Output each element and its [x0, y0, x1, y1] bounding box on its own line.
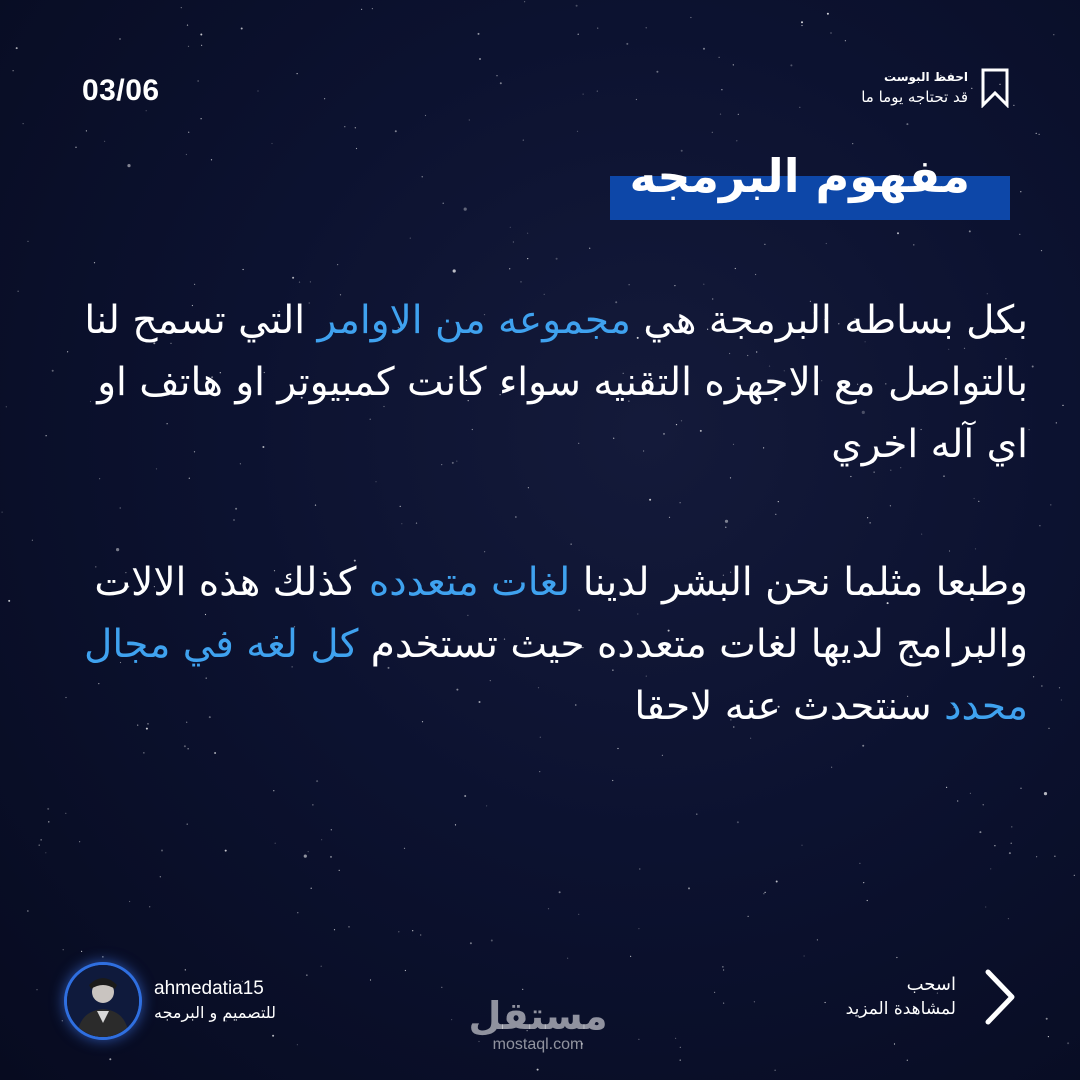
star	[201, 45, 202, 46]
star	[1, 511, 2, 512]
star	[146, 110, 147, 111]
star	[297, 1044, 298, 1045]
star	[639, 868, 640, 869]
star	[321, 966, 322, 967]
star	[576, 5, 578, 7]
star	[850, 476, 851, 477]
star	[1059, 687, 1060, 688]
star	[160, 876, 161, 877]
star	[416, 523, 417, 524]
author-handle: ahmedatia15	[154, 978, 264, 999]
star	[907, 1060, 908, 1061]
star	[703, 284, 704, 285]
star	[339, 870, 340, 871]
star	[451, 1019, 452, 1020]
star	[161, 850, 163, 852]
star	[763, 893, 764, 894]
star	[703, 48, 705, 50]
paragraph-2-highlight-b: كل لغه في مجال محدد	[84, 622, 1028, 729]
star	[510, 227, 511, 228]
star	[420, 934, 421, 935]
star	[198, 80, 199, 81]
star	[370, 979, 371, 980]
star	[306, 975, 307, 976]
star	[188, 748, 189, 749]
star	[737, 821, 739, 823]
star	[1036, 856, 1037, 857]
star	[355, 127, 356, 128]
star	[688, 887, 690, 889]
bookmark-icon	[980, 68, 1010, 108]
star	[119, 38, 120, 39]
star	[524, 1, 525, 2]
star	[1020, 788, 1021, 789]
paragraph-1-highlight: مجموعه من الاوامر	[317, 298, 631, 343]
author-role: للتصميم و البرمجه	[154, 1003, 276, 1022]
star	[214, 752, 216, 754]
star	[845, 40, 846, 41]
star	[344, 126, 345, 127]
star	[81, 951, 82, 952]
star	[567, 958, 568, 959]
star	[400, 506, 401, 507]
star	[617, 748, 618, 749]
star	[680, 1060, 681, 1061]
star	[500, 82, 502, 84]
star	[696, 814, 697, 815]
star	[723, 1003, 724, 1004]
star	[523, 140, 524, 141]
star	[201, 118, 202, 119]
star	[583, 94, 584, 95]
star	[725, 520, 728, 523]
star	[730, 477, 731, 478]
star	[348, 926, 349, 927]
watermark-arabic: مستقل	[468, 994, 608, 1038]
star	[334, 929, 335, 930]
star	[638, 928, 639, 929]
star	[1053, 34, 1054, 35]
star	[273, 790, 274, 791]
star	[537, 1069, 539, 1071]
star	[39, 845, 40, 846]
star	[571, 544, 572, 545]
star	[304, 855, 307, 858]
star	[315, 505, 316, 506]
star	[16, 47, 18, 49]
star	[1036, 133, 1037, 134]
star	[990, 868, 991, 869]
star	[1041, 250, 1042, 251]
star	[970, 793, 971, 794]
star	[8, 600, 10, 602]
star	[65, 697, 66, 698]
star	[1062, 405, 1063, 406]
star	[817, 939, 818, 940]
star	[425, 115, 426, 116]
star	[804, 955, 805, 956]
star	[356, 148, 357, 149]
star	[985, 906, 986, 907]
star	[455, 824, 456, 825]
star	[453, 269, 456, 272]
star	[646, 27, 647, 28]
star	[578, 914, 579, 915]
star	[522, 989, 523, 990]
star	[143, 752, 144, 753]
star	[27, 241, 28, 242]
star	[412, 930, 413, 931]
star	[65, 813, 66, 814]
star	[181, 7, 182, 8]
star	[1046, 1018, 1048, 1020]
star	[712, 132, 713, 133]
star	[13, 70, 14, 71]
star	[1039, 525, 1040, 526]
star	[913, 244, 914, 245]
star	[906, 123, 908, 125]
star	[1048, 1036, 1049, 1037]
star	[733, 64, 734, 65]
star	[109, 1058, 111, 1060]
star	[310, 281, 311, 282]
star	[826, 243, 827, 244]
star	[725, 527, 726, 528]
star	[669, 517, 670, 518]
person-icon	[67, 965, 139, 1037]
star	[469, 119, 470, 120]
star	[528, 487, 529, 488]
star	[738, 114, 739, 115]
star	[662, 755, 663, 756]
star	[188, 46, 189, 47]
star	[723, 969, 724, 970]
star	[1013, 105, 1014, 106]
star	[597, 28, 598, 29]
swipe-hint[interactable]	[846, 968, 1018, 1026]
star	[801, 25, 802, 26]
star	[509, 268, 510, 269]
star	[680, 502, 681, 503]
star	[680, 1047, 681, 1048]
star	[422, 176, 423, 177]
star	[48, 821, 49, 822]
star	[638, 1039, 639, 1040]
star	[79, 841, 80, 842]
star	[184, 745, 186, 747]
star	[478, 33, 480, 35]
star	[735, 268, 736, 269]
star	[1039, 134, 1040, 135]
star	[45, 852, 46, 853]
star	[496, 75, 497, 76]
star	[690, 17, 691, 18]
star	[1044, 792, 1047, 795]
chevron-right-icon[interactable]	[982, 968, 1018, 1026]
star	[1074, 875, 1075, 876]
star	[674, 285, 675, 286]
star	[748, 916, 749, 917]
star	[863, 882, 864, 883]
star	[312, 804, 313, 805]
star	[974, 498, 975, 499]
star	[149, 906, 150, 907]
star	[629, 284, 630, 285]
star	[630, 956, 631, 957]
star	[612, 780, 613, 781]
star	[235, 508, 237, 510]
star	[513, 241, 514, 242]
star	[790, 64, 792, 66]
save-subtitle: قد تحتاجه يوما ما	[861, 88, 968, 106]
star	[99, 478, 100, 479]
star	[405, 970, 406, 971]
star	[233, 519, 234, 520]
star	[47, 808, 49, 810]
star	[36, 989, 37, 990]
star	[649, 499, 651, 501]
star	[1020, 191, 1021, 192]
star	[559, 891, 561, 893]
star	[200, 34, 202, 36]
star	[983, 804, 984, 805]
star	[470, 942, 472, 944]
star	[946, 787, 947, 788]
star	[62, 1020, 63, 1021]
star	[1008, 918, 1009, 919]
star	[410, 238, 411, 239]
star	[1033, 676, 1034, 677]
star	[957, 800, 958, 801]
star	[765, 892, 766, 893]
star	[978, 501, 979, 502]
star	[486, 805, 487, 806]
paragraph-2-highlight-a: لغات متعدده	[368, 560, 571, 605]
star	[1009, 852, 1011, 854]
page-number: 03/06	[82, 74, 160, 107]
star	[578, 34, 579, 35]
star	[825, 1002, 826, 1003]
save-title: احفظ البوست	[884, 70, 968, 84]
star	[316, 780, 318, 782]
star	[890, 505, 891, 506]
star	[870, 522, 871, 523]
star	[1019, 234, 1020, 235]
star	[275, 843, 276, 844]
star	[297, 912, 298, 913]
star	[443, 203, 444, 204]
star	[722, 966, 723, 967]
star	[527, 233, 528, 234]
star	[330, 856, 332, 858]
star	[527, 258, 528, 259]
star	[321, 839, 322, 840]
star	[799, 107, 800, 108]
star	[867, 900, 868, 901]
star	[994, 845, 995, 846]
swipe-sublabel: لمشاهدة المزيد	[845, 999, 956, 1019]
paragraph-2-text-c: سنتحدث عنه لاحقا	[634, 684, 945, 729]
star	[479, 58, 481, 60]
star	[225, 850, 227, 852]
star	[979, 831, 981, 833]
star	[129, 901, 130, 902]
star	[720, 114, 721, 115]
star	[32, 540, 33, 541]
star	[801, 21, 803, 23]
star	[186, 154, 187, 155]
star	[292, 277, 294, 279]
star	[127, 164, 130, 167]
star	[189, 478, 190, 479]
star	[52, 370, 54, 372]
star	[1050, 504, 1051, 505]
paragraph-1-text-a: بكل بساطه البرمجة هي	[630, 298, 1028, 343]
star	[775, 1070, 776, 1071]
paragraph-2-text-b: كذلك هذه الالات والبرامج لديها لغات متعدده حيث تستخدم	[94, 560, 1028, 667]
star	[86, 130, 87, 131]
paragraph-2-text-a: وطبعا مثلما نحن البشر لدينا	[570, 560, 1028, 605]
star	[755, 274, 756, 275]
star	[830, 32, 831, 33]
star	[626, 43, 628, 45]
star	[1048, 728, 1049, 729]
star	[589, 248, 590, 249]
star	[27, 910, 28, 911]
star	[441, 987, 442, 988]
watermark-domain: mostaql.com	[492, 1036, 584, 1053]
star	[372, 8, 373, 9]
star	[921, 534, 922, 535]
star	[299, 282, 300, 283]
star	[243, 269, 244, 270]
star	[520, 281, 521, 282]
mostaql-watermark	[468, 996, 608, 1054]
star	[398, 931, 399, 932]
page-title: مفهوم البرمجه	[629, 149, 970, 203]
star	[801, 845, 802, 846]
star	[1041, 685, 1042, 686]
star	[577, 131, 578, 132]
star	[776, 881, 778, 883]
star	[1029, 429, 1030, 430]
star	[187, 25, 188, 26]
avatar	[64, 962, 142, 1040]
star	[867, 517, 868, 518]
star	[75, 147, 76, 148]
star	[211, 159, 212, 160]
star	[324, 98, 325, 99]
star	[894, 1043, 895, 1044]
star	[656, 71, 658, 73]
paragraph-1	[68, 290, 1028, 476]
star	[896, 957, 897, 958]
star	[1011, 843, 1012, 844]
star	[975, 548, 976, 549]
star	[337, 264, 338, 265]
star	[831, 767, 832, 768]
star	[1054, 856, 1055, 857]
author-profile	[64, 962, 276, 1040]
star	[308, 851, 309, 852]
star	[1011, 826, 1012, 827]
star	[297, 73, 298, 74]
star	[721, 89, 722, 90]
paragraph-1-text-b: التي تسمح لنا بالتواصل مع الاجهزه التقنيه سواء كانت كمبيوتر او هاتف او اي آله اخري	[84, 298, 1028, 467]
star	[404, 848, 405, 849]
star	[104, 141, 105, 142]
star	[515, 516, 516, 517]
star	[636, 99, 637, 100]
star	[827, 13, 829, 15]
star	[675, 1038, 676, 1039]
star	[464, 795, 466, 797]
star	[859, 863, 860, 864]
star	[539, 771, 540, 772]
star	[94, 262, 95, 263]
star	[41, 839, 42, 840]
star	[714, 992, 715, 993]
star	[120, 507, 121, 508]
star	[187, 824, 188, 825]
star	[375, 481, 376, 482]
star	[395, 130, 397, 132]
star	[719, 57, 720, 58]
save-post-hint	[861, 68, 1010, 108]
star	[1032, 366, 1034, 368]
star	[464, 208, 467, 211]
star	[597, 91, 598, 92]
paragraph-2	[68, 552, 1028, 738]
star	[102, 956, 103, 957]
star	[63, 949, 64, 950]
star	[1056, 422, 1057, 423]
star	[241, 28, 243, 30]
star	[764, 244, 765, 245]
star	[778, 501, 779, 502]
title-block	[610, 140, 1010, 220]
star	[361, 9, 362, 10]
star	[116, 548, 119, 551]
star	[271, 143, 272, 144]
star	[754, 1001, 755, 1002]
star	[311, 888, 312, 889]
star	[18, 291, 19, 292]
star	[188, 132, 189, 133]
star	[23, 123, 24, 124]
star	[46, 435, 47, 436]
star	[1067, 1042, 1069, 1044]
star	[194, 284, 195, 285]
star	[1061, 699, 1062, 700]
star	[897, 232, 899, 234]
star	[257, 90, 258, 91]
star	[862, 745, 864, 747]
star	[491, 940, 493, 942]
star	[331, 829, 332, 830]
star	[969, 230, 971, 232]
star	[775, 514, 776, 515]
star	[6, 406, 7, 407]
star	[401, 523, 402, 524]
star	[548, 908, 549, 909]
swipe-label: اسحب	[906, 974, 956, 995]
star	[556, 258, 558, 260]
